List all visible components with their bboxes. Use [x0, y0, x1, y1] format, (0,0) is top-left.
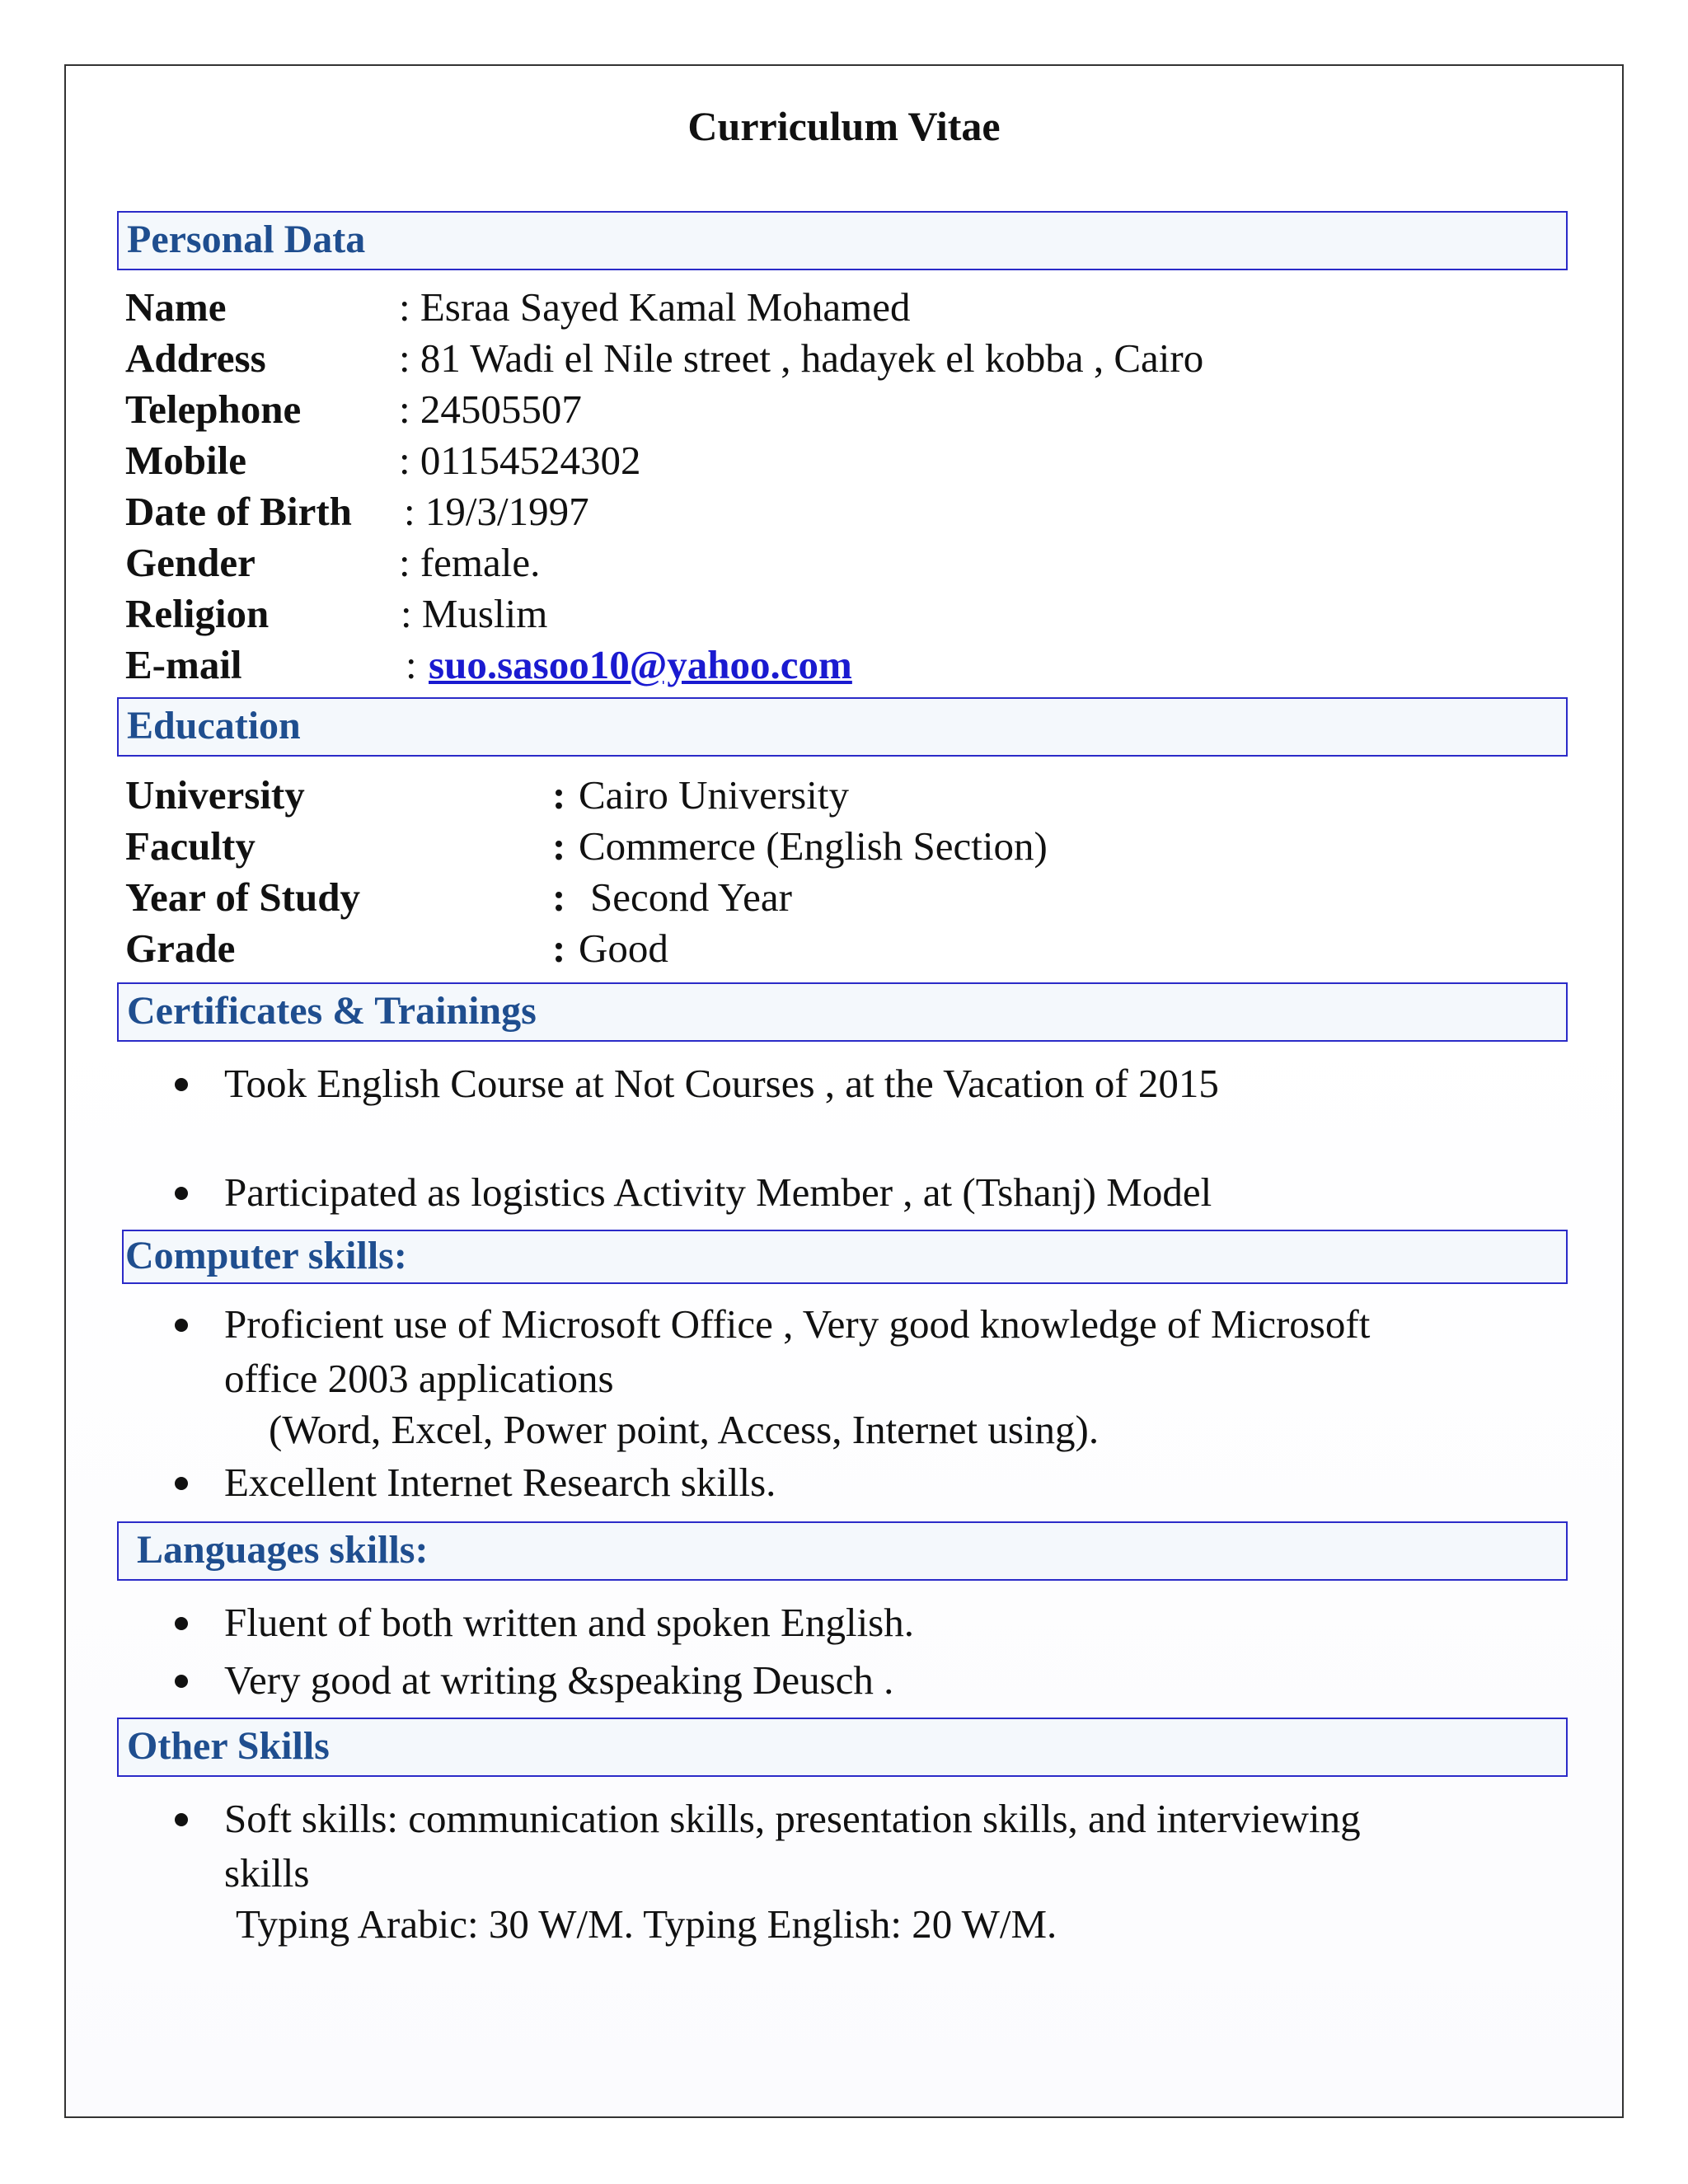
email-label: E-mail — [125, 642, 242, 687]
telephone-value: : 24505507 — [399, 387, 582, 432]
bullet-icon — [175, 1813, 188, 1826]
computer-item: Excellent Internet Research skills. — [224, 1460, 776, 1505]
bullet-icon — [175, 1477, 188, 1490]
gender-label: Gender — [125, 540, 256, 585]
certificate-item: Took English Course at Not Courses , at the Vacation of 2015 — [224, 1061, 1219, 1106]
bullet-icon — [175, 1617, 188, 1630]
section-header-education: Education — [117, 697, 1568, 757]
computer-item-line: (Word, Excel, Power point, Access, Internet using). — [269, 1407, 1100, 1452]
faculty-colon: : — [552, 823, 566, 869]
telephone-label: Telephone — [125, 387, 302, 432]
section-header-personal-data: Personal Data — [117, 211, 1568, 270]
certificate-item: Participated as logistics Activity Member , at (Tshanj) Model — [224, 1169, 1212, 1215]
language-item: Fluent of both written and spoken English. — [224, 1600, 914, 1645]
gender-value: : female. — [399, 540, 541, 585]
address-label: Address — [125, 335, 266, 381]
religion-value: : Muslim — [401, 591, 548, 636]
mobile-value: : 01154524302 — [399, 438, 641, 483]
grade-value: Good — [579, 926, 668, 971]
mobile-label: Mobile — [125, 438, 246, 483]
address-value: : 81 Wadi el Nile street , hadayek el kobba , Cairo — [399, 335, 1204, 381]
bullet-icon — [175, 1675, 188, 1688]
section-header-other-skills: Other Skills — [117, 1718, 1568, 1777]
language-item: Very good at writing &speaking Deusch . — [224, 1657, 894, 1703]
section-header-languages-skills: Languages skills: — [117, 1521, 1568, 1581]
bullet-icon — [175, 1319, 188, 1332]
faculty-value: Commerce (English Section) — [579, 823, 1048, 869]
bullet-icon — [175, 1187, 188, 1200]
email-link[interactable]: suo.sasoo10@yahoo.com — [429, 642, 852, 687]
year-value: Second Year — [590, 874, 792, 920]
university-colon: : — [552, 772, 566, 818]
religion-label: Religion — [125, 591, 270, 636]
name-value: : Esraa Sayed Kamal Mohamed — [399, 284, 911, 330]
year-colon: : — [552, 874, 566, 920]
university-label: University — [125, 772, 305, 818]
dob-label: Date of Birth — [125, 489, 352, 534]
grade-label: Grade — [125, 926, 236, 971]
computer-item-line: Proficient use of Microsoft Office , Very good knowledge of Microsoft — [224, 1301, 1371, 1347]
university-value: Cairo University — [579, 772, 849, 818]
document-title: Curriculum Vitae — [687, 103, 1001, 149]
grade-colon: : — [552, 926, 566, 971]
computer-item-line: office 2003 applications — [224, 1356, 614, 1401]
dob-value: : 19/3/1997 — [404, 489, 589, 534]
other-item-line: Typing Arabic: 30 W/M. Typing English: 20 W/M. — [236, 1901, 1057, 1947]
other-item-line: skills — [224, 1850, 310, 1896]
section-header-computer-skills: Computer skills: — [122, 1230, 1568, 1284]
faculty-label: Faculty — [125, 823, 256, 869]
bullet-icon — [175, 1078, 188, 1091]
name-label: Name — [125, 284, 227, 330]
other-item-line: Soft skills: communication skills, presentation skills, and interviewing — [224, 1796, 1361, 1841]
email-colon: : — [406, 642, 417, 687]
year-label: Year of Study — [125, 874, 360, 920]
section-header-certificates: Certificates & Trainings — [117, 982, 1568, 1042]
